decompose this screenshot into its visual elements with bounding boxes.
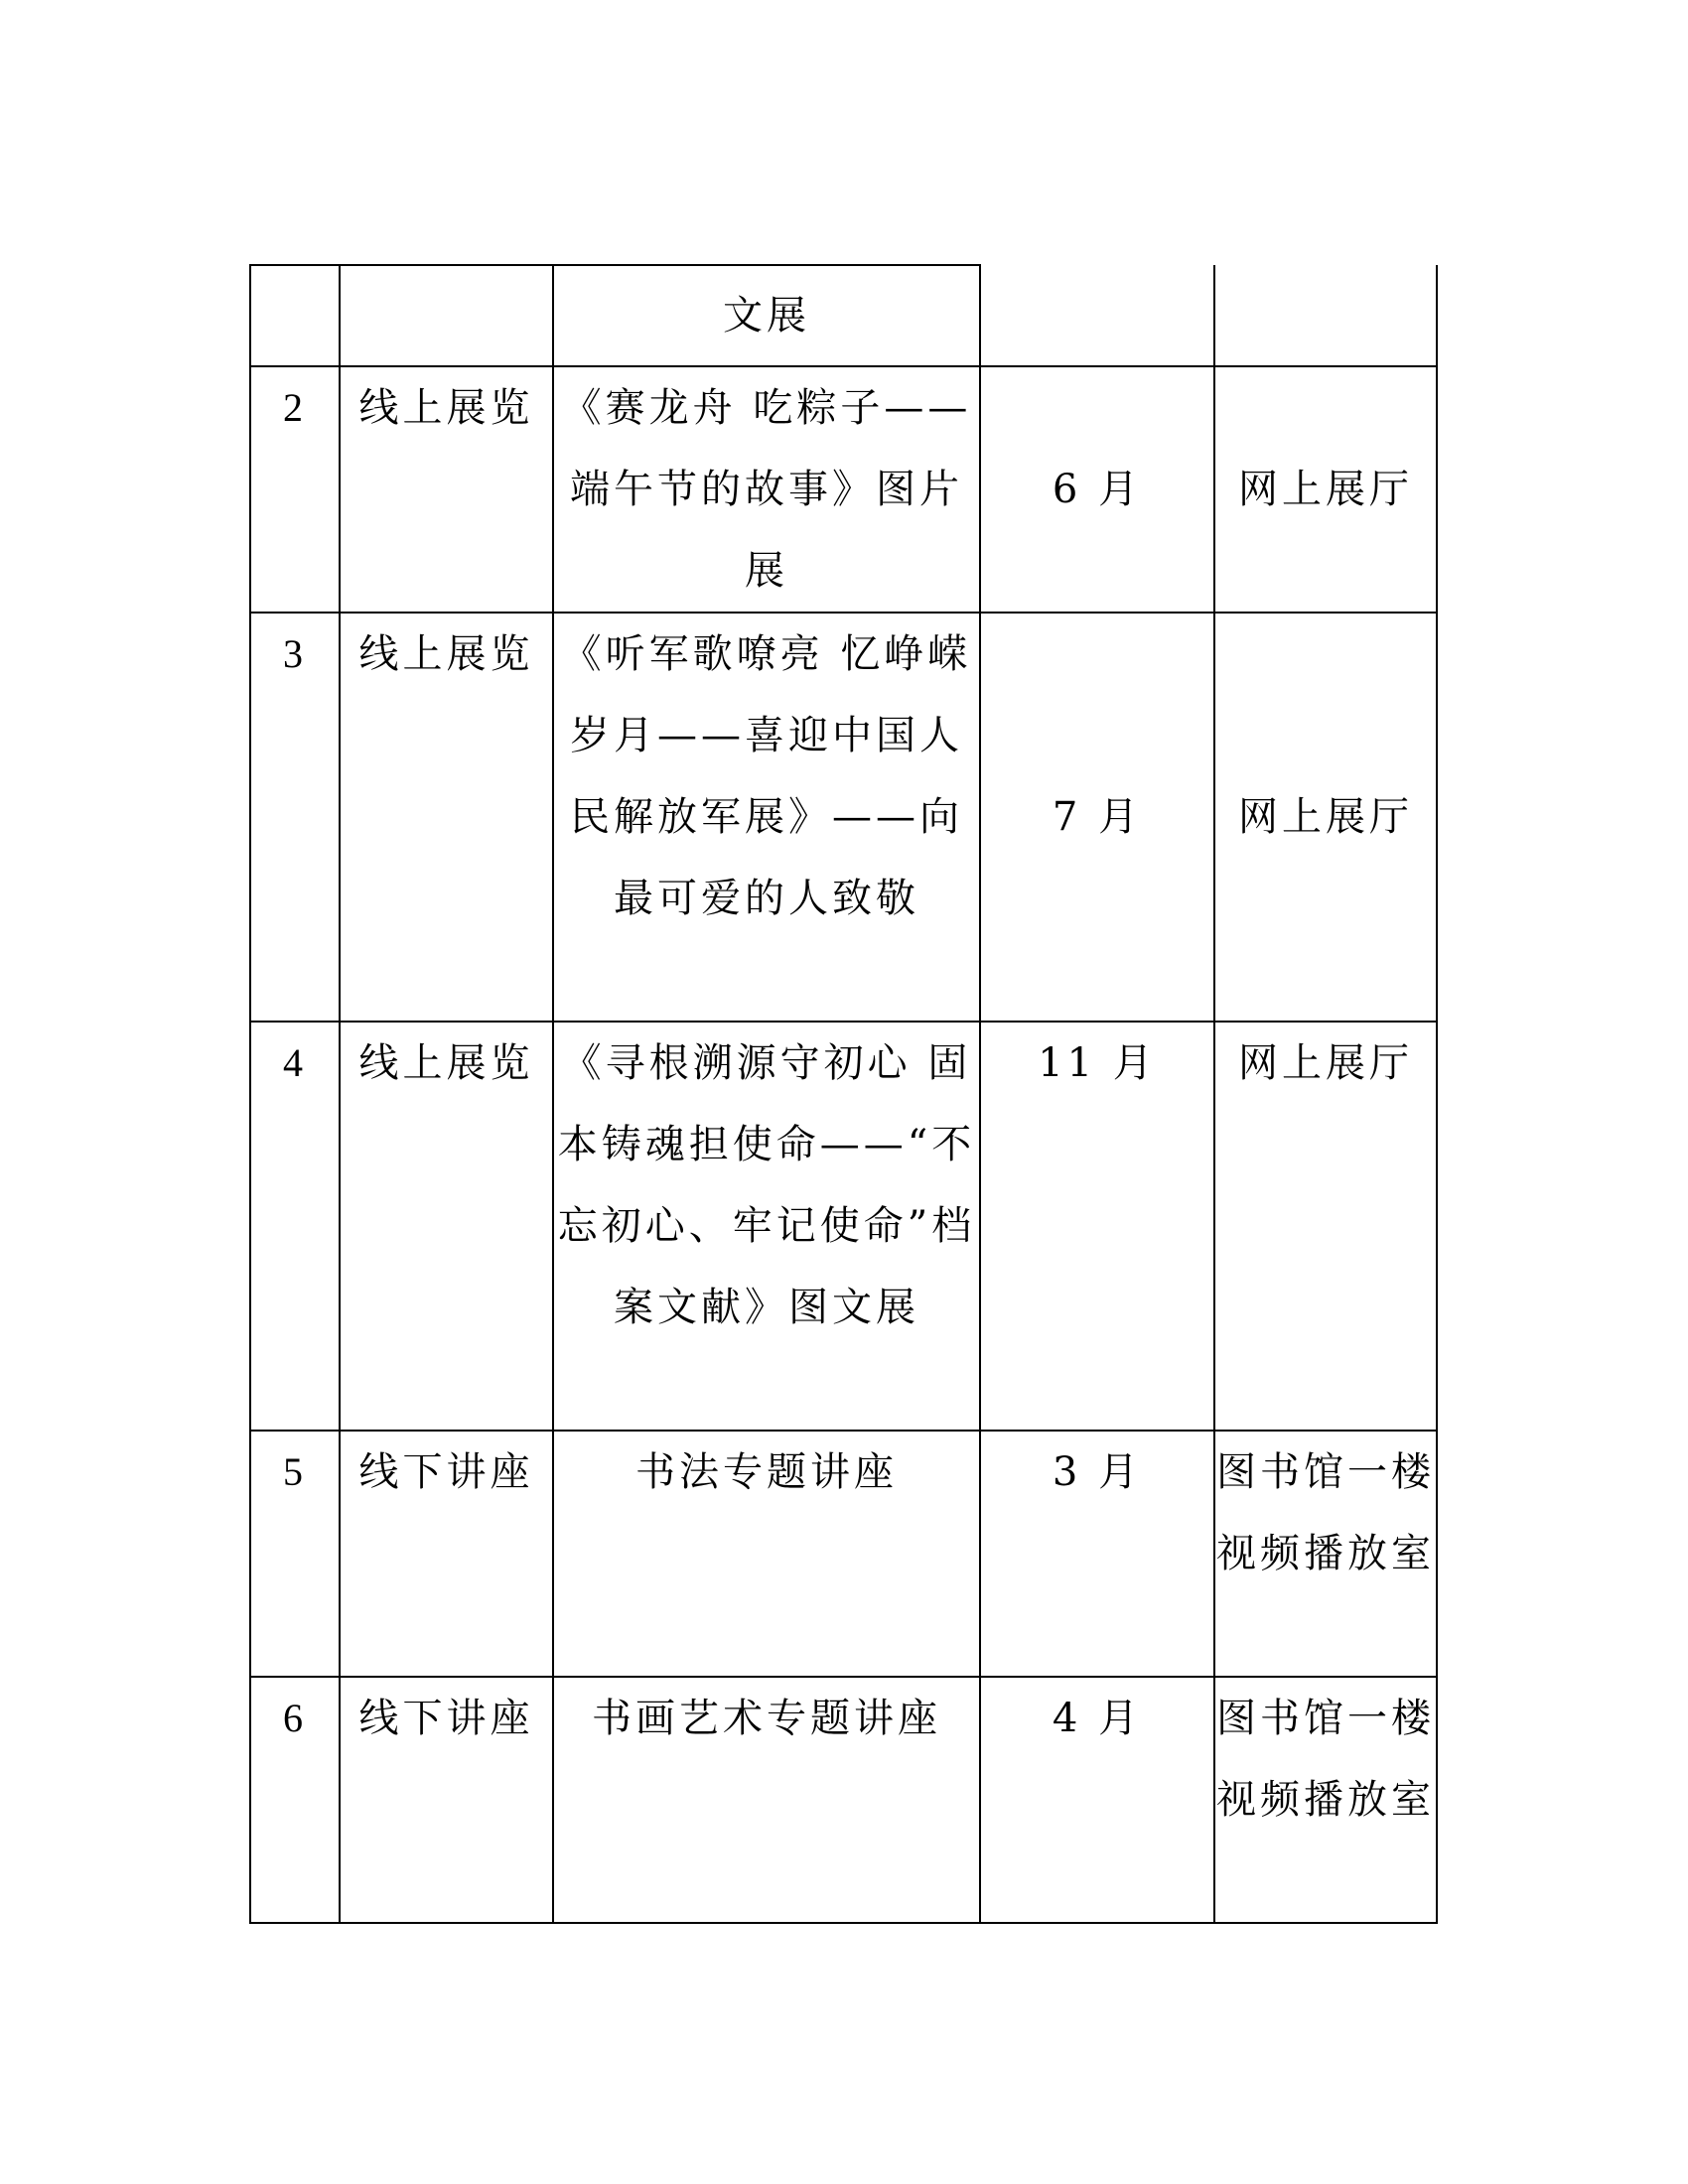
cell-type: 线上展览: [340, 1022, 553, 1431]
cell-location: 网上展厅: [1214, 366, 1437, 613]
cell-title: 《寻根溯源守初心 固本铸魂担使命——“不忘初心、牢记使命”档案文献》图文展: [553, 1022, 980, 1431]
cell-num: [250, 265, 340, 366]
cell-time: 6 月: [980, 366, 1214, 613]
cell-num: 4: [250, 1022, 340, 1431]
cell-time: 11 月: [980, 1022, 1214, 1431]
cell-location: [1214, 265, 1437, 366]
cell-location: 网上展厅: [1214, 613, 1437, 1022]
cell-title: 书画艺术专题讲座: [553, 1677, 980, 1923]
cell-title: [553, 265, 980, 366]
cell-location: 网上展厅: [1214, 1022, 1437, 1431]
cell-title: 《赛龙舟 吃粽子——端午节的故事》图片展: [553, 366, 980, 613]
cell-location: 图书馆一楼视频播放室: [1214, 1677, 1437, 1923]
continuation-title-text: 文展: [723, 293, 810, 339]
table-row: [250, 1022, 1437, 1431]
cell-type: [340, 265, 553, 366]
cell-type: 线下讲座: [340, 1677, 553, 1923]
cell-num: 5: [250, 1431, 340, 1677]
cell-type: 线上展览: [340, 613, 553, 1022]
table-row: [250, 1431, 1437, 1677]
cell-location: 图书馆一楼视频播放室: [1214, 1431, 1437, 1677]
cell-num: 3: [250, 613, 340, 1022]
cell-title: 书法专题讲座: [553, 1431, 980, 1677]
table-row: [250, 1677, 1437, 1923]
cell-title: 《听军歌嘹亮 忆峥嵘岁月——喜迎中国人民解放军展》——向最可爱的人致敬: [553, 613, 980, 1022]
cell-time: 7 月: [980, 613, 1214, 1022]
table-row-continuation: [250, 265, 1437, 366]
cell-num: 6: [250, 1677, 340, 1923]
cell-type: 线下讲座: [340, 1431, 553, 1677]
table-row: [250, 366, 1437, 613]
cell-time: 3 月: [980, 1431, 1214, 1677]
cell-type: 线上展览: [340, 366, 553, 613]
activity-schedule-table: [249, 264, 1438, 1924]
cell-time: 4 月: [980, 1677, 1214, 1923]
cell-time: [980, 265, 1214, 366]
cell-num: 2: [250, 366, 340, 613]
table-row: [250, 613, 1437, 1022]
